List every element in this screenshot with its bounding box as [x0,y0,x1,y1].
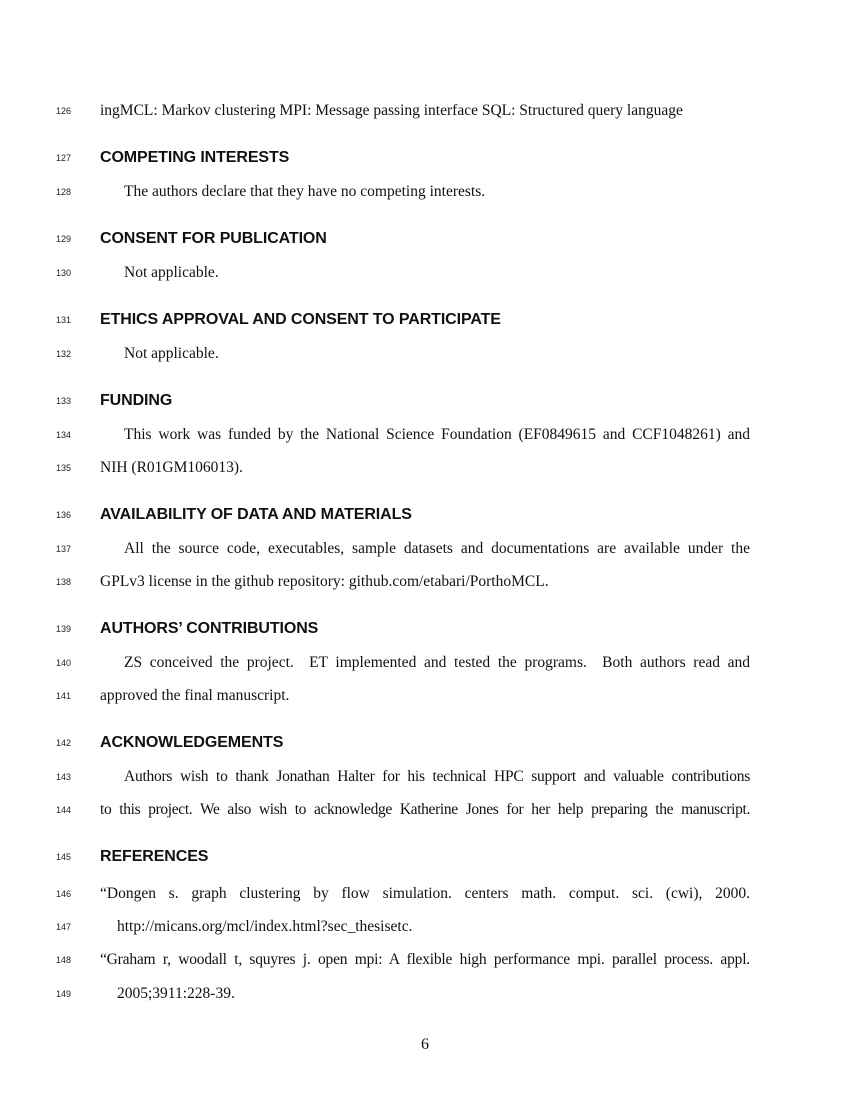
line-number: 132 [55,349,71,359]
consent-text: Not applicable. [124,264,219,281]
text-line [0,767,850,787]
ethics-text: Not applicable. [124,345,219,362]
text-line [0,182,850,202]
line-number: 144 [55,805,71,815]
acknowledgements-text: to this project. We also wish to acknowledge Katherine Jones for her help preparing the manuscript. [100,801,750,818]
competing-interests-text: The authors declare that they have no competing interests. [124,183,486,200]
reference-line [0,884,850,904]
line-number: 139 [55,624,71,634]
acknowledgements-text: Authors wish to thank Jonathan Halter for his technical HPC support and valuable contributions [124,768,750,785]
line-number: 131 [55,315,71,325]
text-line [0,686,850,706]
line-number: 140 [55,658,71,668]
heading-references: REFERENCES [100,848,209,865]
heading-competing-interests: COMPETING INTERESTS [100,149,290,166]
line-number: 148 [55,955,71,965]
text-line [0,572,850,592]
line-number: 137 [55,544,71,554]
heading-acknowledgements: ACKNOWLEDGEMENTS [100,734,284,751]
text-line [0,263,850,283]
heading-ethics-approval: ETHICS APPROVAL AND CONSENT TO PARTICIPATE [100,311,501,328]
reference-line [0,950,850,970]
section-heading-line [0,847,850,867]
reference-2: “Graham r, woodall t, squyres j. open mpi: A flexible high performance mpi. parallel process. appl. [100,951,750,968]
section-heading-line [0,391,850,411]
line-number: 142 [55,738,71,748]
line-number: 135 [55,463,71,473]
line-number: 136 [55,510,71,520]
section-heading-line [0,619,850,639]
line-number: 126 [55,106,71,116]
line-number: 133 [55,396,71,406]
section-heading-line [0,733,850,753]
page-number: 6 [421,1036,429,1053]
text-line [0,101,850,121]
section-heading-line [0,148,850,168]
reference-line [0,917,850,937]
reference-1: “Dongen s. graph clustering by flow simulation. centers math. comput. sci. (cwi), 2000. [100,885,750,902]
text-line [0,800,850,820]
text-line [0,539,850,559]
reference-2-text: 2005;3911:228-39. [117,985,235,1002]
text-line [0,344,850,364]
reference-1-link[interactable]: http://micans.org/mcl/index.html?sec_thesisetc. [117,918,413,935]
text-line [0,458,850,478]
heading-consent-for-publication: CONSENT FOR PUBLICATION [100,230,327,247]
line-number: 149 [55,989,71,999]
text-line [0,653,850,673]
heading-availability: AVAILABILITY OF DATA AND MATERIALS [100,506,412,523]
contributions-text: approved the final manuscript. [100,687,290,704]
line-number: 127 [55,153,71,163]
section-heading-line [0,505,850,525]
funding-text: NIH (R01GM106013). [100,459,243,476]
reference-line [0,984,850,1004]
line-number: 146 [55,889,71,899]
heading-authors-contributions: AUTHORS’ CONTRIBUTIONS [100,620,319,637]
line-number: 143 [55,772,71,782]
contributions-text: ZS conceived the project. ET implemented and tested the programs. Both authors read and [124,654,750,671]
section-heading-line [0,229,850,249]
line-number: 141 [55,691,71,701]
text-line [0,425,850,445]
line-number: 129 [55,234,71,244]
availability-text: GPLv3 license in the github repository: github.com/etabari/PorthoMCL. [100,573,549,590]
line-number: 134 [55,430,71,440]
funding-text: This work was funded by the National Science Foundation (EF0849615 and CCF1048261) and [124,426,750,443]
availability-text: All the source code, executables, sample datasets and documentations are available under the [124,540,750,557]
line-number: 138 [55,577,71,587]
line-number: 145 [55,852,71,862]
line-number: 130 [55,268,71,278]
line-number: 128 [55,187,71,197]
line-number: 147 [55,922,71,932]
heading-funding: FUNDING [100,392,173,409]
abbreviations-text: ingMCL: Markov clustering MPI: Message passing interface SQL: Structured query language [100,102,683,119]
section-heading-line [0,310,850,330]
